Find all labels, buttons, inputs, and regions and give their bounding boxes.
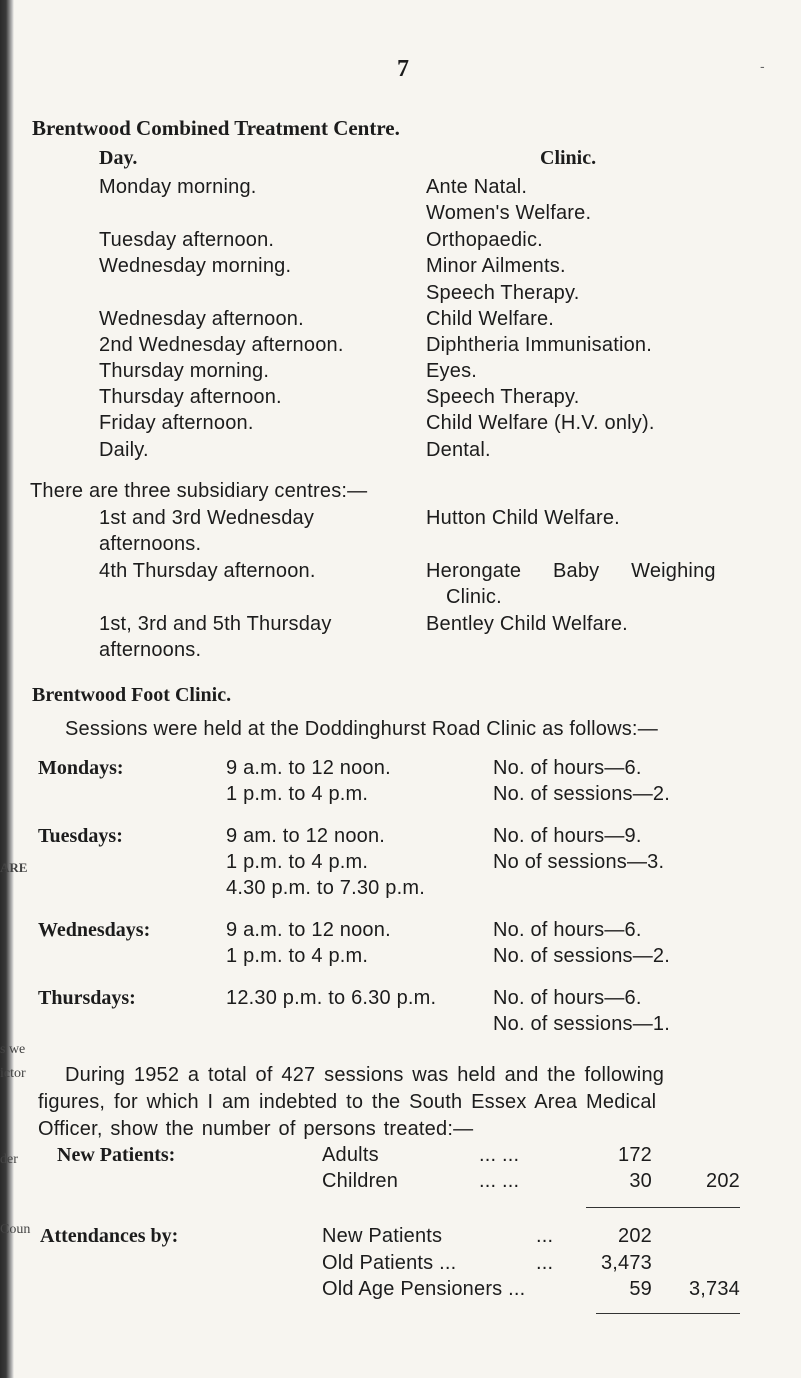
session-time: 1 p.m. to 4 p.m. [226, 945, 369, 967]
session-day: Wednesdays: [38, 919, 151, 941]
session-stat: No. of hours—9. [493, 825, 642, 847]
subsidiary-day: afternoons. [99, 639, 202, 661]
clinic-cell: Dental. [426, 439, 491, 461]
subsidiary-day: 1st, 3rd and 5th Thursday [99, 613, 332, 635]
day-cell: Daily. [99, 439, 149, 461]
session-time: 4.30 p.m. to 7.30 p.m. [226, 877, 425, 899]
subsidiary-clinic: Clinic. [446, 586, 502, 608]
attendance-category: Old Age Pensioners ... [322, 1278, 526, 1300]
subsidiary-clinic: Herongate Baby Weighing [426, 560, 716, 582]
total-rule [586, 1207, 740, 1208]
session-stat: No. of sessions—2. [493, 945, 671, 967]
attendance-count: 59 [629, 1278, 652, 1300]
day-cell: Thursday morning. [99, 360, 270, 382]
leader-dots: ... ... [479, 1144, 520, 1166]
edge-fragment: s we [0, 1042, 26, 1057]
new-patients-label: New Patients: [57, 1144, 176, 1166]
edge-fragment: der [0, 1152, 18, 1167]
subsidiary-intro: There are three subsidiary centres:— [30, 480, 368, 502]
day-cell: Thursday afternoon. [99, 386, 282, 408]
section-heading: Brentwood Combined Treatment Centre. [32, 116, 400, 140]
subsidiary-day: 4th Thursday afternoon. [99, 560, 316, 582]
session-day: Tuesdays: [38, 825, 123, 847]
session-stat: No. of hours—6. [493, 919, 642, 941]
edge-fragment: Coun [0, 1222, 31, 1237]
session-stat: No of sessions—3. [493, 851, 665, 873]
session-stat: No. of hours—6. [493, 757, 642, 779]
patient-count: 30 [629, 1170, 652, 1192]
foot-clinic-intro: Sessions were held at the Doddinghurst Road Clinic as follows:— [65, 718, 658, 740]
total-rule [596, 1313, 740, 1314]
foot-clinic-heading: Brentwood Foot Clinic. [32, 684, 232, 706]
patient-category: Children [322, 1170, 399, 1192]
clinic-cell: Child Welfare (H.V. only). [426, 412, 655, 434]
session-time: 9 am. to 12 noon. [226, 825, 386, 847]
book-binding-edge [0, 0, 14, 1378]
session-time: 1 p.m. to 4 p.m. [226, 783, 369, 805]
page-number: 7 [397, 56, 409, 82]
day-column-header: Day. [99, 147, 138, 169]
day-cell: Tuesday afternoon. [99, 229, 275, 251]
clinic-cell: Speech Therapy. [426, 386, 580, 408]
session-day: Thursdays: [38, 987, 136, 1009]
session-stat: No. of sessions—2. [493, 783, 671, 805]
clinic-column-header: Clinic. [540, 147, 597, 169]
leader-dots: ... [536, 1225, 554, 1247]
session-stat: No. of sessions—1. [493, 1013, 671, 1035]
attendance-count: 3,473 [600, 1252, 652, 1274]
session-day: Mondays: [38, 757, 124, 779]
subsidiary-clinic: Bentley Child Welfare. [426, 613, 628, 635]
session-time: 9 a.m. to 12 noon. [226, 919, 391, 941]
clinic-cell: Diphtheria Immunisation. [426, 334, 653, 356]
session-time: 9 a.m. to 12 noon. [226, 757, 391, 779]
patient-category: Adults [322, 1144, 379, 1166]
attendance-category: Old Patients ... [322, 1252, 457, 1274]
subsidiary-day: 1st and 3rd Wednesday [99, 507, 315, 529]
day-cell: Wednesday afternoon. [99, 308, 304, 330]
summary-line: Officer, show the number of persons treated:— [38, 1118, 474, 1140]
session-stat: No. of hours—6. [493, 987, 642, 1009]
session-time: 1 p.m. to 4 p.m. [226, 851, 369, 873]
clinic-cell: Orthopaedic. [426, 229, 543, 251]
day-cell: Monday morning. [99, 176, 257, 198]
attendance-count: 202 [618, 1225, 652, 1247]
summary-line: During 1952 a total of 427 sessions was held and the following [65, 1064, 665, 1086]
leader-dots: ... [536, 1252, 554, 1274]
patient-count: 172 [618, 1144, 652, 1166]
corner-mark: - [760, 58, 765, 74]
subsidiary-clinic: Hutton Child Welfare. [426, 507, 620, 529]
summary-line: figures, for which I am indebted to the South Essex Area Medical [38, 1091, 657, 1113]
day-cell: Wednesday morning. [99, 255, 292, 277]
edge-fragment: ictor [0, 1066, 26, 1081]
clinic-cell: Women's Welfare. [426, 202, 592, 224]
attendances-label: Attendances by: [40, 1225, 179, 1247]
clinic-cell: Eyes. [426, 360, 478, 382]
subsidiary-day: afternoons. [99, 533, 202, 555]
day-cell: 2nd Wednesday afternoon. [99, 334, 344, 356]
clinic-cell: Speech Therapy. [426, 282, 580, 304]
attendance-category: New Patients [322, 1225, 443, 1247]
attendance-total: 3,734 [688, 1278, 740, 1300]
day-cell: Friday afternoon. [99, 412, 254, 434]
leader-dots: ... ... [479, 1170, 520, 1192]
session-time: 12.30 p.m. to 6.30 p.m. [226, 987, 437, 1009]
clinic-cell: Ante Natal. [426, 176, 528, 198]
edge-fragment: ARE [0, 860, 28, 875]
clinic-cell: Child Welfare. [426, 308, 555, 330]
patient-total: 202 [706, 1170, 740, 1192]
clinic-cell: Minor Ailments. [426, 255, 566, 277]
